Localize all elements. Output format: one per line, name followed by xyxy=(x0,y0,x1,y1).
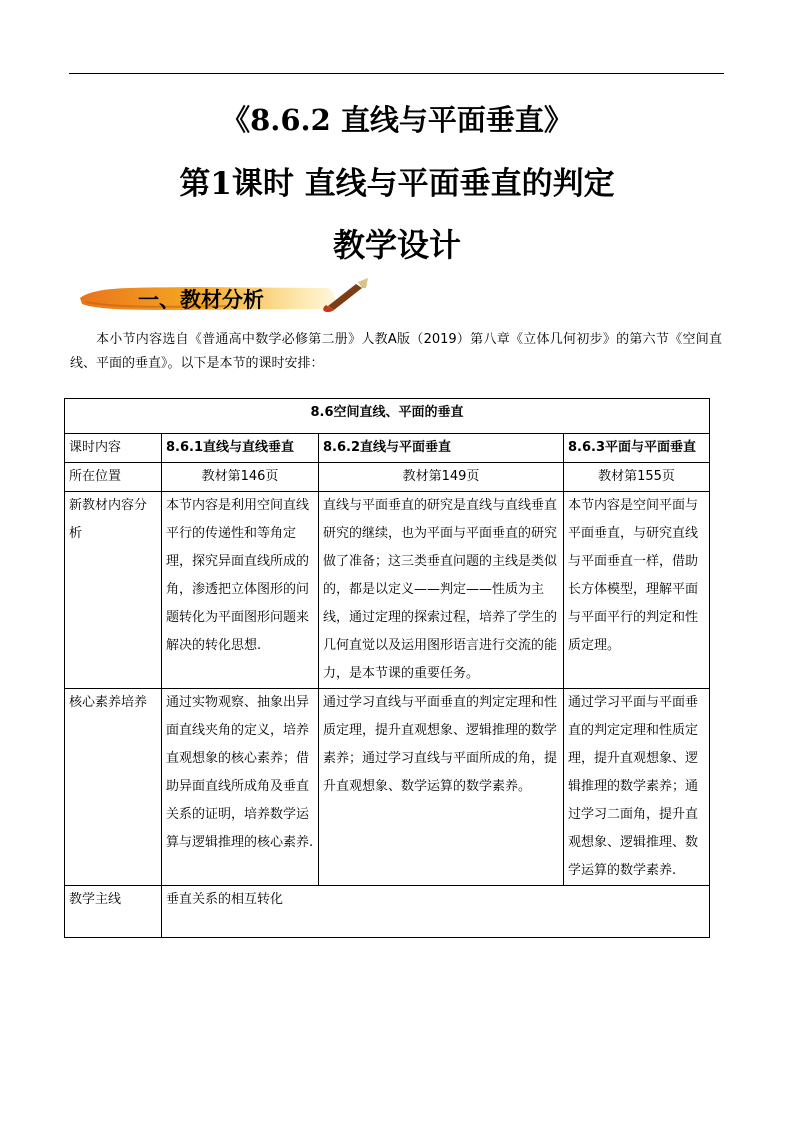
row-label: 课时内容 xyxy=(65,434,162,463)
header-rule xyxy=(69,73,724,74)
row-label: 核心素养培养 xyxy=(65,689,162,886)
cell-literacy-2: 通过学习直线与平面垂直的判定定理和性质定理，提升直观想象、逻辑推理的数学素养；通过学习直线与平面所成的角，提升直观想象、数学运算的数学素养。 xyxy=(319,689,564,886)
table-row xyxy=(65,434,710,463)
cell-literacy-3: 通过学习平面与平面垂直的判定定理和性质定理，提升直观想象、逻辑推理的数学素养；通过学习二面角，提升直观想象、逻辑推理、数学运算的数学素养. xyxy=(564,689,710,886)
table-heading-row xyxy=(65,399,710,434)
cell-location-1: 教材第146页 xyxy=(162,463,319,492)
cell-analysis-3: 本节内容是空间平面与平面垂直，与研究直线与平面垂直一样，借助长方体模型，理解平面与平面平行的判定和性质定理。 xyxy=(564,492,710,689)
row-label: 教学主线 xyxy=(65,886,162,938)
cell-location-2: 教材第149页 xyxy=(319,463,564,492)
cell-lesson-2: 8.6.2直线与平面垂直 xyxy=(319,434,564,463)
table-row xyxy=(65,463,710,492)
table-row xyxy=(65,886,710,938)
cell-analysis-2: 直线与平面垂直的研究是直线与直线垂直研究的继续，也为平面与平面垂直的研究做了准备；这三类垂直问题的主线是类似的，都是以定义——判定——性质为主线，通过定理的探索过程，培养了学生的几何直觉以及运用图形语言进行交流的能力，是本节课的重要任务。 xyxy=(319,492,564,689)
cell-analysis-1: 本节内容是利用空间直线平行的传递性和等角定理，探究异面直线所成的角，渗透把立体图形的问题转化为平面图形问题来解决的转化思想. xyxy=(162,492,319,689)
cell-literacy-1: 通过实物观察、抽象出异面直线夹角的定义，培养直观想象的核心素养；借助异面直线所成角及垂直关系的证明，培养数学运算与逻辑推理的核心素养. xyxy=(162,689,319,886)
table-row xyxy=(65,492,710,689)
cell-location-3: 教材第155页 xyxy=(564,463,710,492)
doc-title-line3: 教学设计 xyxy=(332,226,461,264)
intro-paragraph: 本小节内容选自《普通高中数学必修第二册》人教A版（2019）第八章《立体几何初步》的第六节《空间直线、平面的垂直》。以下是本节的课时安排： xyxy=(70,332,722,371)
doc-title-line1: 《8.6.2 直线与平面垂直》 xyxy=(221,103,573,137)
cell-main-line: 垂直关系的相互转化 xyxy=(162,886,710,938)
cell-lesson-1: 8.6.1直线与直线垂直 xyxy=(162,434,319,463)
row-label: 新教材内容分析 xyxy=(65,492,162,689)
doc-title-line2: 第1课时 直线与平面垂直的判定 xyxy=(179,166,615,202)
section-heading: 一、教材分析 xyxy=(138,288,264,312)
table-heading: 8.6空间直线、平面的垂直 xyxy=(65,399,710,434)
lesson-plan-table xyxy=(64,398,710,938)
row-label: 所在位置 xyxy=(65,463,162,492)
table-row xyxy=(65,689,710,886)
cell-lesson-3: 8.6.3平面与平面垂直 xyxy=(564,434,710,463)
